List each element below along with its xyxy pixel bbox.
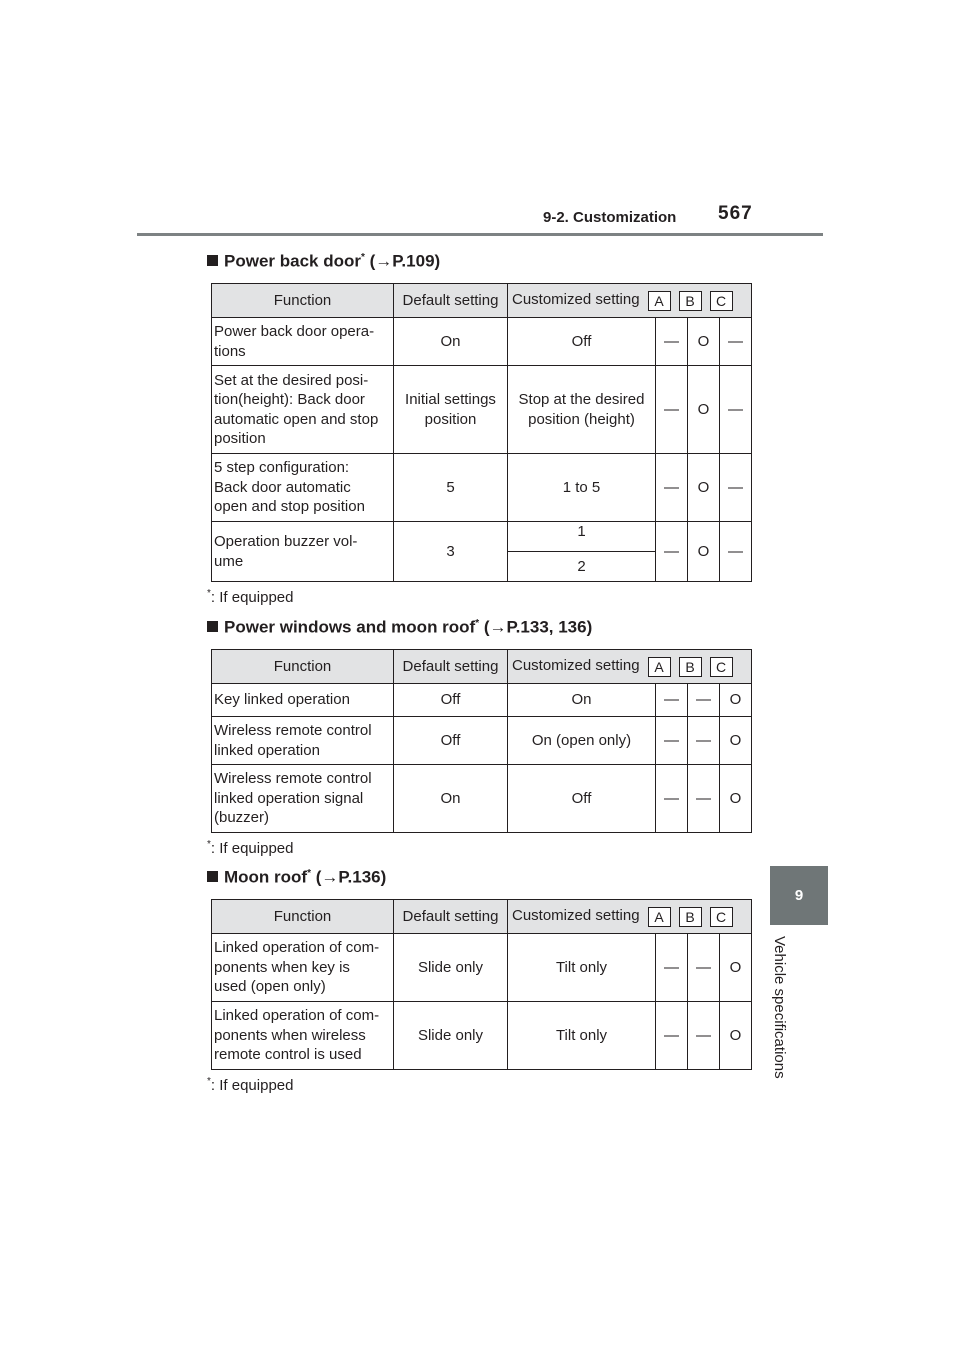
cell-method-a: —: [656, 717, 688, 765]
cell-method-c: O: [720, 765, 752, 833]
section-1: [207, 245, 752, 606]
cell-function: Set at the desired posi- tion(height): Back door automatic open and stop position: [212, 366, 394, 454]
section-title-text: Power windows and moon roof: [224, 617, 476, 637]
header-customized-setting: [508, 284, 752, 318]
table-header-row: [212, 900, 752, 934]
method-letter-a-icon: A: [648, 657, 671, 677]
header-section-title: 9-2. Customization: [543, 209, 677, 226]
cell-method-b: O: [688, 454, 720, 522]
settings-table: [211, 283, 752, 582]
header-customized-label: Customized setting: [512, 907, 640, 925]
cell-function: Wireless remote control linked operation: [212, 717, 394, 765]
section-title: [207, 245, 752, 271]
cell-method-b: —: [688, 717, 720, 765]
header-customized-label: Customized setting: [512, 291, 640, 309]
cell-function: Operation buzzer vol- ume: [212, 522, 394, 582]
page-number: 567: [718, 203, 753, 224]
page-reference-text: (→P.109): [369, 251, 441, 271]
page-reference: [479, 618, 592, 637]
header-customized-label: Customized setting: [512, 657, 640, 675]
cell-method-c: —: [720, 522, 752, 582]
cell-default: On: [394, 765, 508, 833]
cell-method-b: —: [688, 1002, 720, 1070]
square-bullet-icon: [207, 255, 218, 266]
footnote: [207, 588, 752, 606]
footnote-mark: *: [475, 618, 480, 629]
header-default-setting: Default setting: [394, 284, 508, 318]
cell-method-a: —: [656, 366, 688, 454]
section-title-text: Power back door: [224, 251, 361, 271]
cell-function: Linked operation of com- ponents when key is used (open only): [212, 934, 394, 1002]
page-reference-text: (→P.136): [315, 867, 387, 887]
cell-method-a: —: [656, 934, 688, 1002]
chapter-tab-label: Vehicle specifications: [771, 936, 788, 1079]
footnote-mark: *: [207, 839, 211, 850]
table-row: [212, 454, 752, 522]
square-bullet-icon: [207, 621, 218, 632]
settings-table: [211, 899, 752, 1070]
cell-method-b: O: [688, 522, 720, 582]
table-row: [212, 934, 752, 1002]
cell-method-c: —: [720, 366, 752, 454]
method-letter-c-icon: C: [710, 657, 733, 677]
cell-method-c: O: [720, 717, 752, 765]
footnote-mark: *: [360, 252, 365, 263]
cell-custom: Tilt only: [508, 934, 656, 1002]
method-letter-b-icon: B: [679, 657, 702, 677]
footnote: [207, 1076, 752, 1094]
cell-custom-option: 2: [508, 552, 656, 582]
table-row: [212, 366, 752, 454]
header-default-setting: Default setting: [394, 900, 508, 934]
header-function: Function: [212, 650, 394, 684]
cell-method-c: —: [720, 454, 752, 522]
header-function: Function: [212, 284, 394, 318]
footnote-mark: *: [307, 868, 311, 879]
header-customized-setting: [508, 900, 752, 934]
method-letter-c-icon: C: [710, 907, 733, 927]
table-header-row: [212, 650, 752, 684]
header-default-setting: Default setting: [394, 650, 508, 684]
cell-method-a: —: [656, 1002, 688, 1070]
cell-function: Power back door opera- tions: [212, 318, 394, 366]
method-letter-b-icon: B: [679, 907, 702, 927]
header-function: Function: [212, 900, 394, 934]
cell-method-b: O: [688, 318, 720, 366]
cell-custom: On: [508, 684, 656, 717]
cell-custom: Off: [508, 318, 656, 366]
cell-method-c: O: [720, 684, 752, 717]
section-title: [207, 611, 752, 637]
cell-method-b: —: [688, 684, 720, 717]
cell-default: Slide only: [394, 934, 508, 1002]
cell-method-a: —: [656, 454, 688, 522]
cell-method-b: —: [688, 934, 720, 1002]
method-letter-c-icon: C: [710, 291, 733, 311]
method-letters: [648, 907, 733, 927]
settings-table: [211, 649, 752, 833]
cell-method-a: —: [656, 522, 688, 582]
method-letters: [648, 291, 733, 311]
cell-method-c: O: [720, 934, 752, 1002]
cell-default: Initial settings position: [394, 366, 508, 454]
footnote-mark: *: [207, 1076, 211, 1087]
cell-function: Key linked operation: [212, 684, 394, 717]
section-title-text: Moon roof: [224, 867, 308, 887]
table-row: [212, 765, 752, 833]
cell-method-c: O: [720, 1002, 752, 1070]
page-reference: [311, 868, 386, 887]
chapter-tab-number: 9: [770, 866, 828, 925]
cell-default: On: [394, 318, 508, 366]
page-reference-text: (→P.133, 136): [483, 617, 593, 637]
footnote-mark: *: [207, 588, 211, 599]
section-2: [207, 611, 752, 857]
cell-default: 3: [394, 522, 508, 582]
cell-custom: Tilt only: [508, 1002, 656, 1070]
table-row: [212, 684, 752, 717]
section-3: [207, 861, 752, 1094]
square-bullet-icon: [207, 871, 218, 882]
section-title: [207, 861, 752, 887]
method-letters: [648, 657, 733, 677]
cell-custom: On (open only): [508, 717, 656, 765]
method-letter-b-icon: B: [679, 291, 702, 311]
table-row: [212, 717, 752, 765]
table-header-row: [212, 284, 752, 318]
page-reference: [365, 252, 440, 271]
cell-function: Linked operation of com- ponents when wireless remote control is used: [212, 1002, 394, 1070]
table-row: [212, 1002, 752, 1070]
table-row: [212, 318, 752, 366]
header-divider: [137, 233, 823, 236]
cell-method-b: —: [688, 765, 720, 833]
footnote: [207, 839, 752, 857]
method-letter-a-icon: A: [648, 907, 671, 927]
cell-method-a: —: [656, 765, 688, 833]
footnote-text: : If equipped: [210, 1077, 294, 1094]
cell-default: Off: [394, 684, 508, 717]
cell-method-a: —: [656, 684, 688, 717]
cell-default: Off: [394, 717, 508, 765]
cell-custom: Off: [508, 765, 656, 833]
cell-custom-option: 1: [508, 522, 656, 552]
footnote-text: : If equipped: [210, 589, 294, 606]
cell-method-a: —: [656, 318, 688, 366]
cell-function: Wireless remote control linked operation signal (buzzer): [212, 765, 394, 833]
table-row: [212, 522, 752, 552]
cell-default: 5: [394, 454, 508, 522]
cell-method-c: —: [720, 318, 752, 366]
cell-function: 5 step configuration: Back door automatic open and stop position: [212, 454, 394, 522]
cell-method-b: O: [688, 366, 720, 454]
method-letter-a-icon: A: [648, 291, 671, 311]
footnote-text: : If equipped: [210, 840, 294, 857]
cell-custom: 1 to 5: [508, 454, 656, 522]
header-customized-setting: [508, 650, 752, 684]
cell-custom: Stop at the desired position (height): [508, 366, 656, 454]
cell-default: Slide only: [394, 1002, 508, 1070]
